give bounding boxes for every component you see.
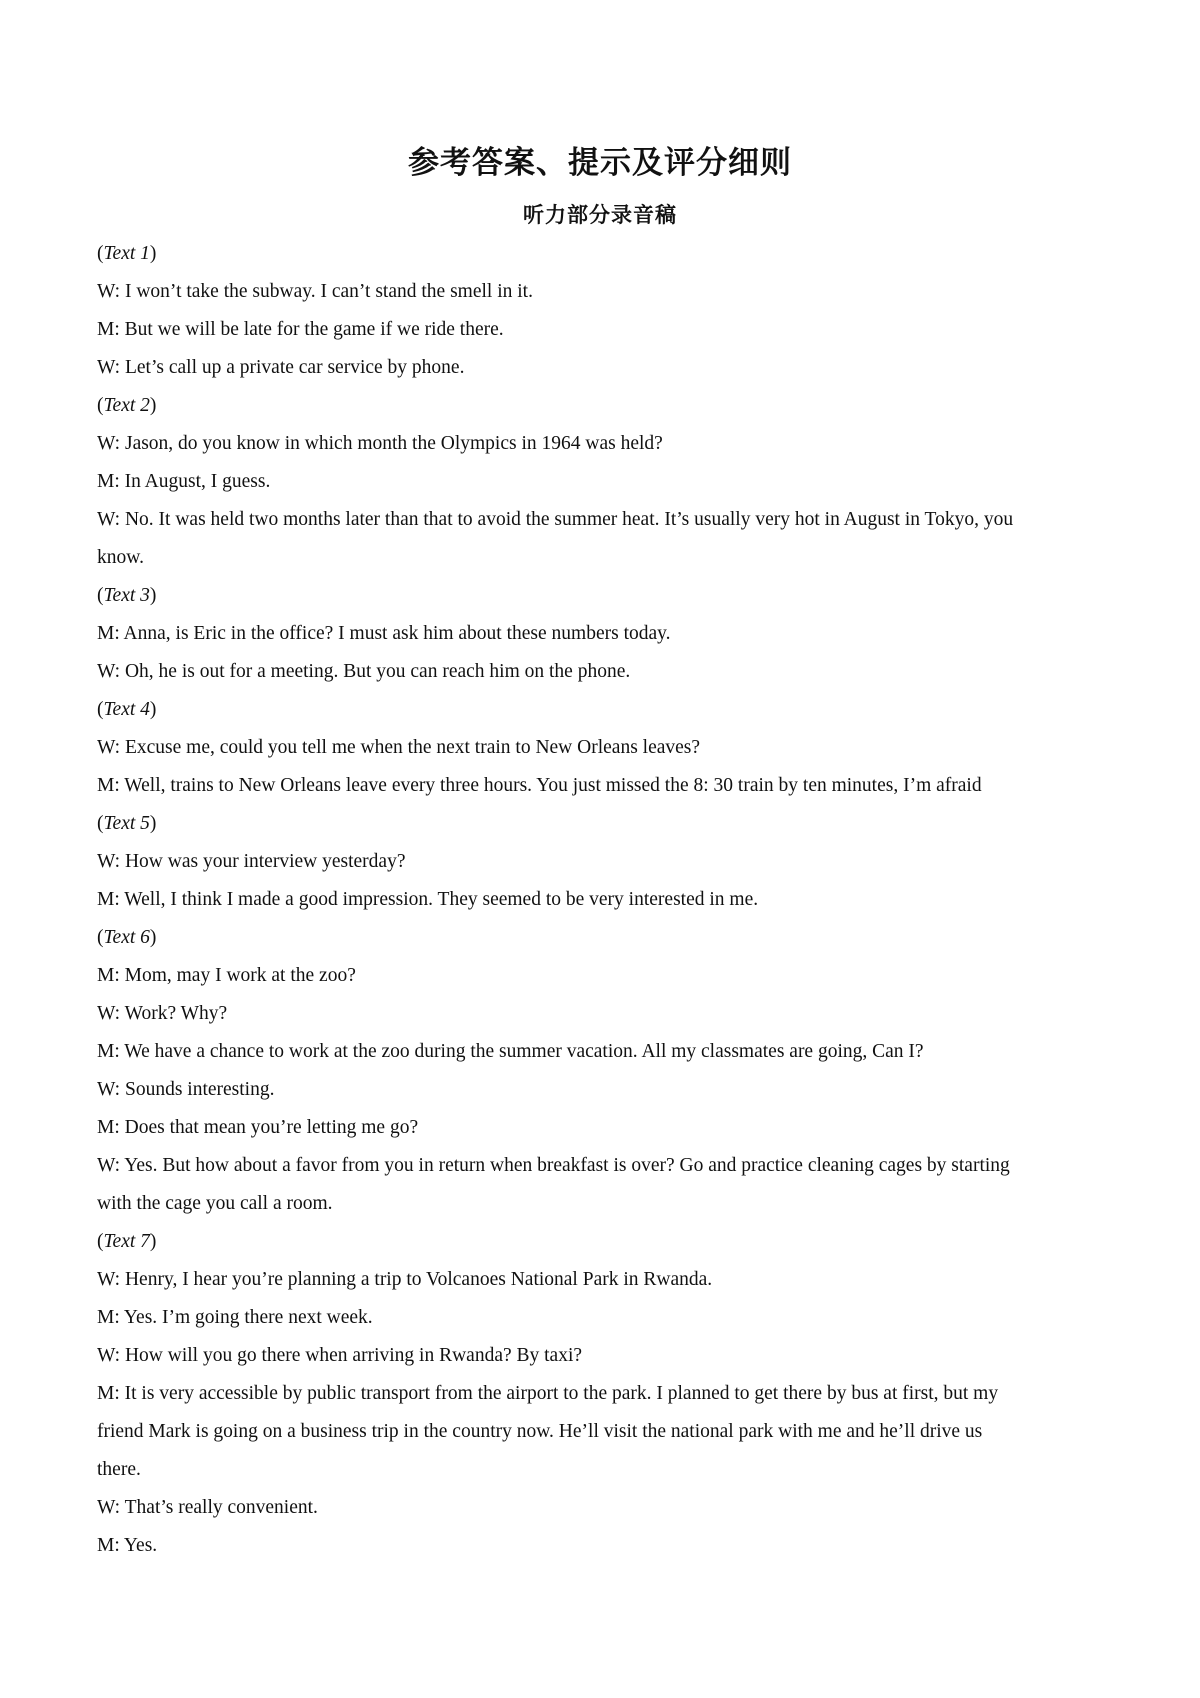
label-paren-open: (: [97, 585, 104, 606]
dialogue-line: M: Does that mean you’re letting me go?: [97, 1117, 419, 1138]
label-paren-open: (: [97, 813, 104, 834]
dialogue-line: W: Yes. But how about a favor from you in return when breakfast is over? Go and practice cleaning cages by starting: [97, 1155, 1010, 1176]
dialogue-line: W: Excuse me, could you tell me when the next train to New Orleans leaves?: [97, 737, 701, 758]
dialogue-line: W: Jason, do you know in which month the Olympics in 1964 was held?: [97, 433, 663, 454]
dialogue-line: M: In August, I guess.: [97, 471, 271, 492]
dialogue-line: W: Henry, I hear you’re planning a trip to Volcanoes National Park in Rwanda.: [97, 1269, 713, 1290]
label-paren-open: (: [97, 243, 104, 264]
text-section-label: [97, 577, 1107, 615]
text-section-label: [97, 919, 1107, 957]
label-text: Text 5: [103, 813, 150, 834]
dialogue-line: W: How will you go there when arriving in Rwanda? By taxi?: [97, 1345, 583, 1366]
dialogue-line: M: We have a chance to work at the zoo during the summer vacation. All my classmates are going, Can I?: [97, 1041, 924, 1062]
dialogue-line: W: That’s really convenient.: [97, 1497, 318, 1518]
dialogue-line: M: Well, I think I made a good impression. They seemed to be very interested in me.: [97, 889, 759, 910]
label-text: Text 2: [103, 395, 150, 416]
dialogue-line: with the cage you call a room.: [97, 1193, 333, 1214]
dialogue-line: W: Oh, he is out for a meeting. But you can reach him on the phone.: [97, 661, 631, 682]
dialogue-line: M: Yes.: [97, 1535, 158, 1556]
label-text: Text 6: [103, 927, 150, 948]
dialogue-line: M: But we will be late for the game if we ride there.: [97, 319, 504, 340]
text-section-label: [97, 235, 1107, 273]
dialogue-line: M: Yes. I’m going there next week.: [97, 1307, 373, 1328]
label-text: Text 3: [103, 585, 150, 606]
dialogue-line: friend Mark is going on a business trip in the country now. He’ll visit the national park with me and he’ll drive us: [97, 1421, 983, 1442]
dialogue-line: W: Sounds interesting.: [97, 1079, 275, 1100]
label-paren-open: (: [97, 699, 104, 720]
dialogue-line: know.: [97, 547, 144, 568]
page-title: 参考答案、提示及评分细则: [408, 145, 792, 181]
dialogue-line: W: Let’s call up a private car service by phone.: [97, 357, 465, 378]
label-paren-close: ): [149, 585, 157, 606]
text-section-label: [97, 387, 1107, 425]
label-paren-close: ): [149, 813, 157, 834]
dialogue-line: W: I won’t take the subway. I can’t stand the smell in it.: [97, 281, 533, 302]
text-section-label: [97, 1223, 1107, 1261]
dialogue-line: W: Work? Why?: [97, 1003, 228, 1024]
label-text: Text 7: [103, 1231, 150, 1252]
label-paren-close: ): [149, 395, 157, 416]
page-subtitle: 听力部分录音稿: [523, 203, 677, 227]
dialogue-line: M: Anna, is Eric in the office? I must ask him about these numbers today.: [97, 623, 671, 644]
label-paren-close: ): [149, 1231, 157, 1252]
transcript-body: [97, 235, 1107, 1565]
label-paren-open: (: [97, 1231, 104, 1252]
dialogue-line: M: It is very accessible by public transport from the airport to the park. I planned to get there by bus at first, but my: [97, 1383, 999, 1404]
label-paren-open: (: [97, 927, 104, 948]
label-paren-close: ): [149, 927, 157, 948]
label-paren-close: ): [149, 699, 157, 720]
dialogue-line: M: Well, trains to New Orleans leave every three hours. You just missed the 8: 30 train by ten minutes, I’m afraid: [97, 775, 982, 796]
text-section-label: [97, 805, 1107, 843]
label-paren-close: ): [149, 243, 157, 264]
dialogue-line: W: How was your interview yesterday?: [97, 851, 406, 872]
label-text: Text 4: [103, 699, 150, 720]
dialogue-line: W: No. It was held two months later than that to avoid the summer heat. It’s usually very hot in August in Tokyo, you: [97, 509, 1014, 530]
label-text: Text 1: [103, 243, 150, 264]
label-paren-open: (: [97, 395, 104, 416]
dialogue-line: there.: [97, 1459, 141, 1480]
text-section-label: [97, 691, 1107, 729]
dialogue-line: M: Mom, may I work at the zoo?: [97, 965, 356, 986]
